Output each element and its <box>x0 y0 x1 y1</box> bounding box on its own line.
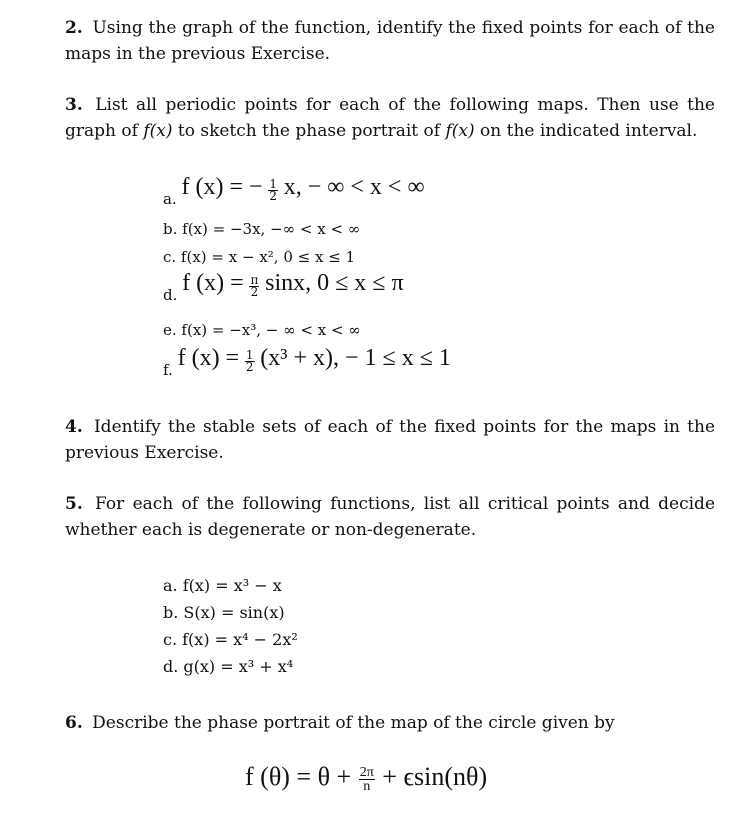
exercise-6 <box>65 710 715 736</box>
exercise-3-item-b: b. f(x) = −3x, −∞ < x < ∞ <box>163 220 361 238</box>
fraction: $\frac{1}{2}$ <box>269 176 277 203</box>
exercise-2-text: Using the graph of the function, identify the fixed points for each of the maps in the previous Exercise. <box>65 18 715 64</box>
exercise-2-number: 2. <box>65 18 83 38</box>
exercise-5-number: 5. <box>65 494 83 514</box>
exercise-3-item-e: e. f(x) = −x³, − ∞ < x < ∞ <box>163 321 361 339</box>
exercise-3-fx-2: f(x) <box>445 121 475 141</box>
exercise-6-number: 6. <box>65 713 83 733</box>
exercise-4 <box>65 414 715 466</box>
exercise-2 <box>65 15 715 67</box>
exercise-5-item-b: b. S(x) = sin(x) <box>163 603 285 622</box>
exercise-4-text: Identify the stable sets of each of the fixed points for the maps in the previous Exercise. <box>65 417 716 463</box>
fraction: $\frac{1}{2}$ <box>245 347 254 374</box>
exercise-3-item-f: f. f (x) = $\frac{1}{2}$ (x³ + x), − 1 ≤ x ≤ 1 <box>163 345 451 379</box>
exercise-4-number: 4. <box>65 417 83 437</box>
exercise-3 <box>65 92 715 144</box>
exercise-3-item-d: d. f (x) = $\frac{\pi}{2}$ sinx, 0 ≤ x ≤ π <box>163 270 404 304</box>
exercise-3-fx-1: f(x) <box>143 121 173 141</box>
exercise-3-item-a: a. f (x) = − $\frac{1}{2}$ x, − ∞ < x < ∞ <box>163 174 425 208</box>
exercise-3-text-b: to sketch the phase portrait of <box>172 121 446 141</box>
exercise-5-item-d: d. g(x) = x³ + x⁴ <box>163 657 294 676</box>
exercise-5-item-a: a. f(x) = x³ − x <box>163 576 282 595</box>
exercise-3-number: 3. <box>65 95 83 115</box>
exercise-3-text-a: List all periodic points for each of the following maps. Then use the graph of <box>65 95 715 141</box>
exercise-5 <box>65 491 715 543</box>
exercise-3-text-c: on the indicated interval. <box>474 121 698 141</box>
exercise-3-item-c: c. f(x) = x − x², 0 ≤ x ≤ 1 <box>163 248 356 266</box>
exercise-5-list <box>163 573 463 685</box>
circle-map-equation: f (θ) = θ + $\frac{2\pi}{n}$ + ϵsin(nθ) <box>245 762 488 794</box>
fraction: $\frac{\pi}{2}$ <box>250 272 259 299</box>
exercise-5-item-c: c. f(x) = x⁴ − 2x² <box>163 630 298 649</box>
exercise-3-list <box>163 170 583 385</box>
exercise-5-text: For each of the following functions, list all critical points and decide whether each is degenerate or non-degenerate. <box>65 494 716 540</box>
exercise-6-text: Describe the phase portrait of the map of the circle given by <box>92 713 615 733</box>
fraction: $\frac{2\pi}{n}$ <box>359 764 374 794</box>
